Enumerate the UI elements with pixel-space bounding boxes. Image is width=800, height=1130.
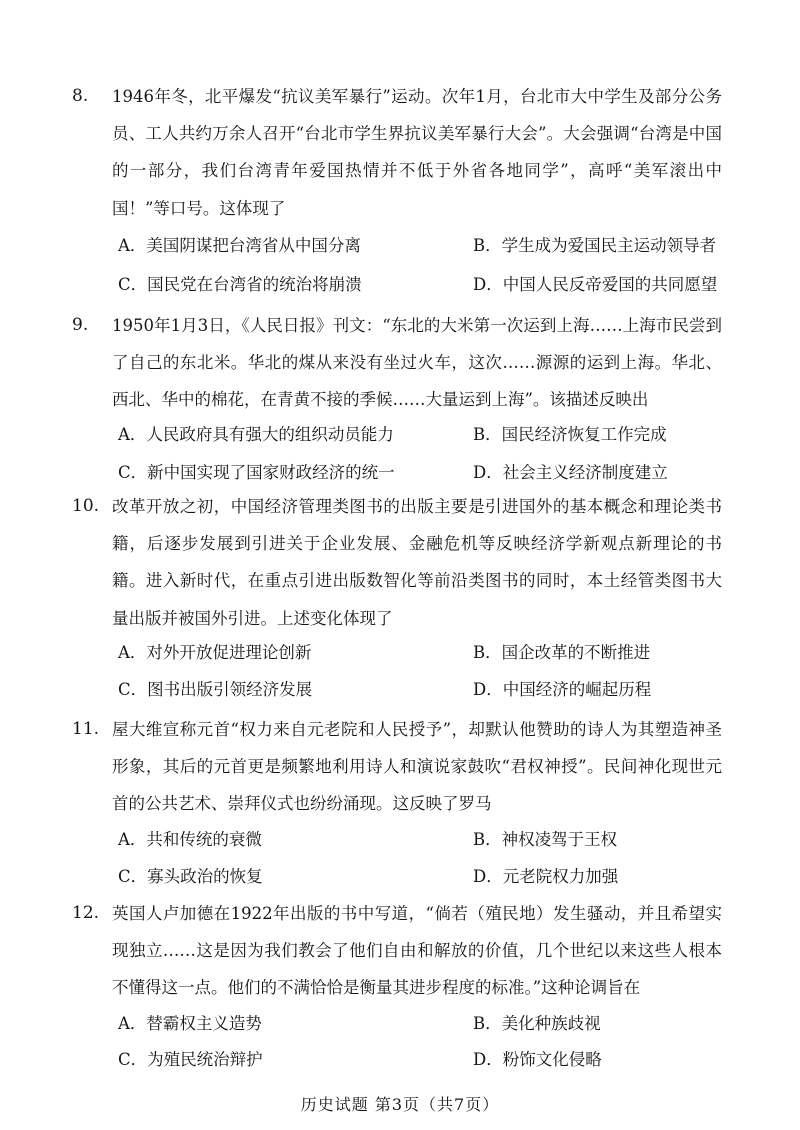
- option-c: C．图书出版引领经济发展: [118, 680, 313, 699]
- question-number: 9.: [72, 315, 89, 335]
- option-c: C．新中国实现了国家财政经济的统一: [118, 463, 395, 482]
- question-stem: 1946年冬，北平爆发“抗议美军暴行”运动。次年1月，台北市大中学生及部分公务员、工人共约万余人召开“台北市学生界抗议美军暴行大会”。大会强调“台湾是中国的一部分，我们台湾青年爱国热情并不低于外省各地同学”，高呼“美军滚出中国！”等口号。这体现了: [112, 87, 722, 218]
- option-b: B．神权凌驾于王权: [473, 830, 618, 849]
- option-b: B．国企改革的不断推进: [473, 643, 651, 662]
- option-b: B．美化种族歧视: [473, 1014, 601, 1033]
- question-number: 8.: [72, 86, 89, 106]
- option-b: B．学生成为爱国民主运动领导者: [473, 236, 717, 255]
- option-d: D．社会主义经济制度建立: [473, 463, 668, 482]
- question-number: 10.: [72, 496, 100, 516]
- option-b: B．国民经济恢复工作完成: [473, 425, 667, 444]
- page-footer: 历史试题 第3页（共7页）: [300, 1095, 500, 1114]
- option-a: A．共和传统的衰微: [118, 830, 262, 849]
- option-c: C．寡头政治的恢复: [118, 867, 263, 886]
- question-stem: 1950年1月3日，《人民日报》刊文：“东北的大米第一次运到上海……上海市民尝到了自己的东北米。华北的煤从来没有坐过火车，这次……源源的运到上海。华北、西北、华中的棉花，在青黄不接的季候……大量运到上海”。该描述反映出: [112, 316, 722, 410]
- option-d: D．元老院权力加强: [473, 867, 619, 886]
- option-d: D．中国人民反帝爱国的共同愿望: [473, 275, 718, 294]
- option-c: C．为殖民统治辩护: [118, 1050, 263, 1069]
- question-stem: 英国人卢加德在1922年出版的书中写道，“倘若（殖民地）发生骚动，并且希望实现独立……这是因为我们教会了他们自由和解放的价值，几个世纪以来这些人根本不懂得这一点。他们的不满恰恰是衡量其进步程度的标准。”这种论调旨在: [112, 904, 722, 998]
- option-d: D．粉饰文化侵略: [473, 1050, 602, 1069]
- option-a: A．替霸权主义造势: [118, 1014, 262, 1033]
- option-d: D．中国经济的崛起历程: [473, 680, 652, 699]
- question-stem: 改革开放之初，中国经济管理类图书的出版主要是引进国外的基本概念和理论类书籍，后逐步发展到引进关于企业发展、金融危机等反映经济学新观点新理论的书籍。进入新时代，在重点引进出版数智化等前沿类图书的同时，本土经管类图书大量出版并被国外引进。上述变化体现了: [112, 497, 722, 628]
- question-stem: 屋大维宣称元首“权力来自元老院和人民授予”，却默认他赞助的诗人为其塑造神圣形象，其后的元首更是频繁地利用诗人和演说家鼓吹“君权神授”。民间神化现世元首的公共艺术、崇拜仪式也纷纷涌现。这反映了罗马: [112, 720, 722, 814]
- option-c: C．国民党在台湾省的统治将崩溃: [118, 275, 362, 294]
- option-a: A．人民政府具有强大的组织动员能力: [118, 425, 394, 444]
- question-number: 12.: [72, 903, 100, 923]
- question-number: 11.: [72, 719, 100, 739]
- option-a: A．美国阴谋把台湾省从中国分离: [118, 236, 361, 255]
- option-a: A．对外开放促进理论创新: [118, 643, 312, 662]
